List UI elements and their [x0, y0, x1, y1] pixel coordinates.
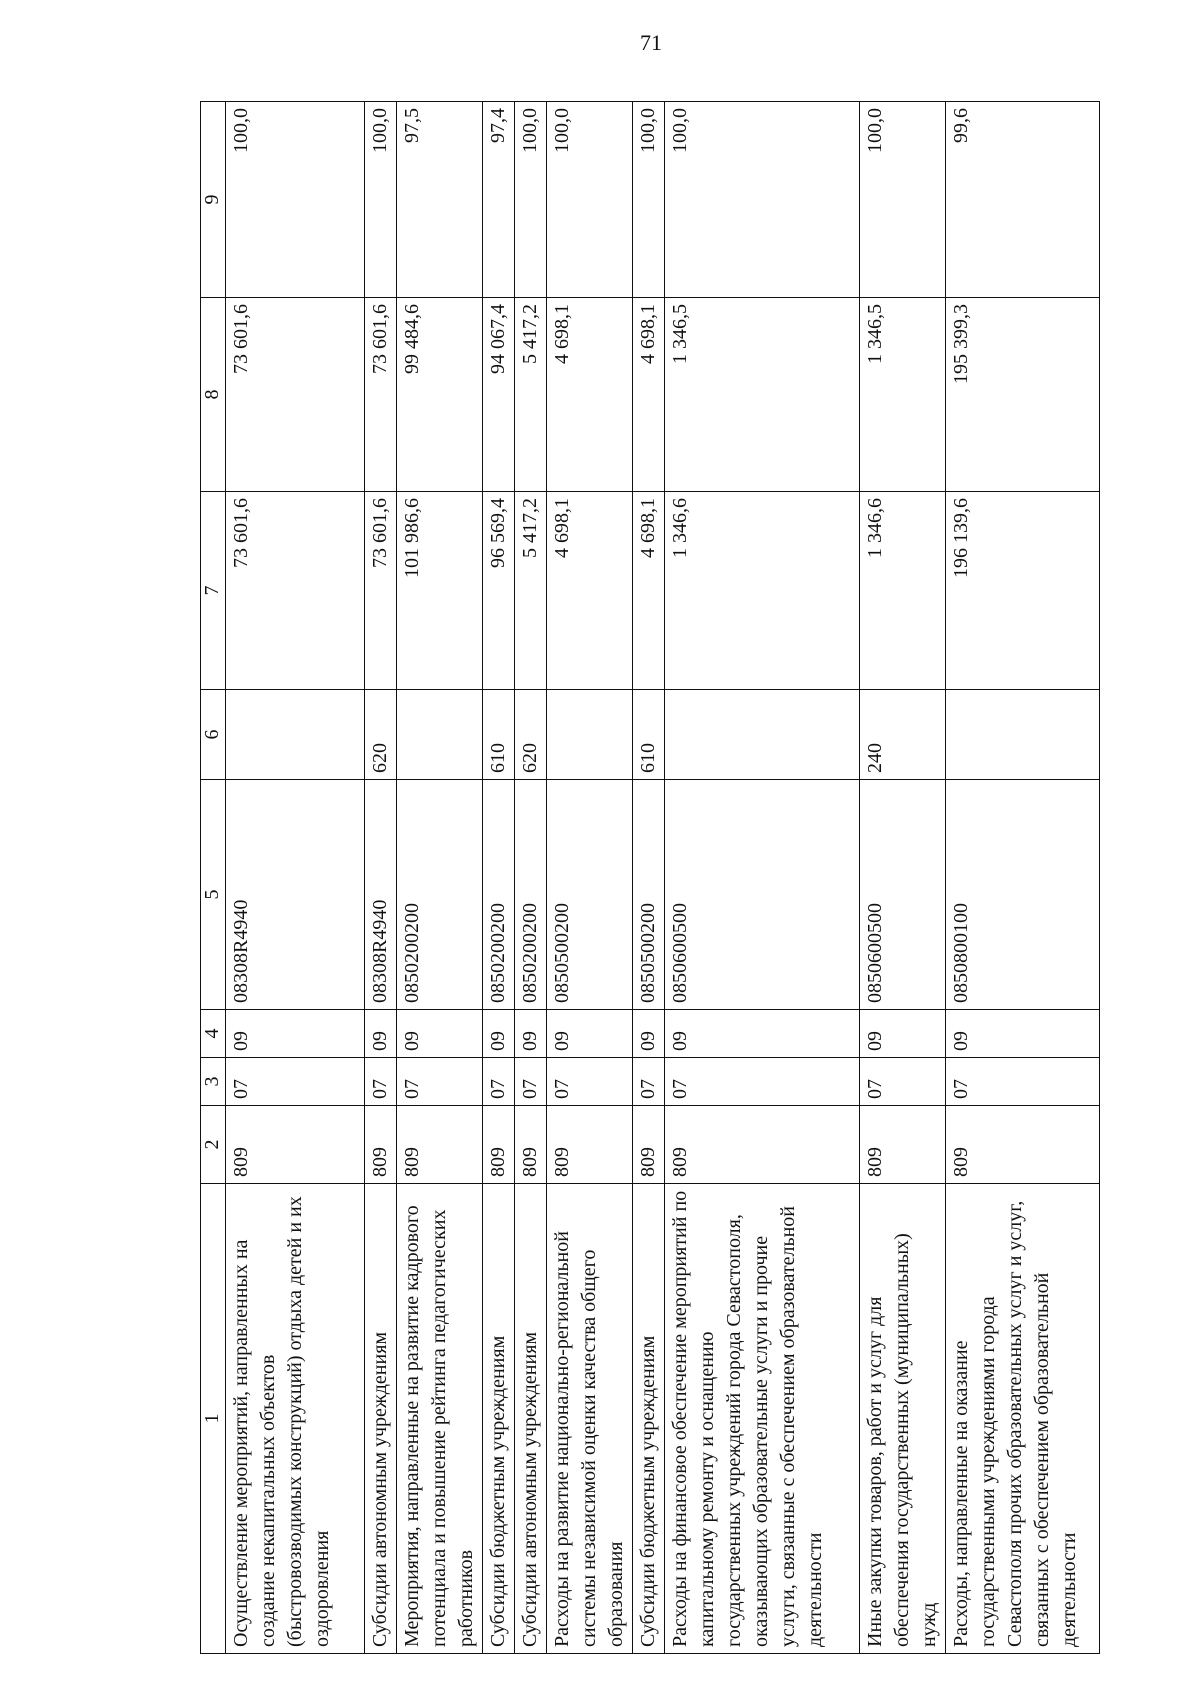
- section-code: 07: [226, 1058, 365, 1106]
- expense-type-code: [665, 690, 860, 780]
- table-row: [515, 102, 547, 1654]
- row-description: Осуществление мероприятий, направленных на создание некапитальных объектов (быстровозводимых конструкций) отдыха детей и их оздоровления: [226, 1184, 365, 1654]
- executed-amount: 195 399,3: [946, 298, 1100, 492]
- header-col-2: 2: [201, 1106, 226, 1184]
- subsection-code: 09: [226, 1010, 365, 1058]
- subsection-code: 09: [483, 1010, 515, 1058]
- header-col-4: 4: [201, 1010, 226, 1058]
- row-description: Субсидии автономным учреждениям: [515, 1184, 547, 1654]
- expense-type-code: 610: [483, 690, 515, 780]
- table-row: [860, 102, 946, 1654]
- section-code: 07: [946, 1058, 1100, 1106]
- executed-amount: 5 417,2: [515, 298, 547, 492]
- target-article-code: 0850200200: [483, 780, 515, 1010]
- row-description: Расходы, направленные на оказание государственными учреждениями города Севастополя прочих образовательных услуг и услуг, связанных с обеспечением образовательной деятельности: [946, 1184, 1100, 1654]
- header-col-3: 3: [201, 1058, 226, 1106]
- table-row: [365, 102, 397, 1654]
- ministry-code: 809: [483, 1106, 515, 1184]
- ministry-code: 809: [860, 1106, 946, 1184]
- execution-percent: 100,0: [365, 102, 397, 298]
- target-article-code: 0850500200: [633, 780, 665, 1010]
- subsection-code: 09: [665, 1010, 860, 1058]
- target-article-code: 08308R4940: [365, 780, 397, 1010]
- expense-type-code: 610: [633, 690, 665, 780]
- target-article-code: 0850600500: [665, 780, 860, 1010]
- row-description: Иные закупки товаров, работ и услуг для обеспечения государственных (муниципальных) нужд: [860, 1184, 946, 1654]
- planned-amount: 101 986,6: [397, 492, 483, 690]
- executed-amount: 73 601,6: [365, 298, 397, 492]
- row-description: Субсидии бюджетным учреждениям: [483, 1184, 515, 1654]
- executed-amount: 73 601,6: [226, 298, 365, 492]
- planned-amount: 73 601,6: [365, 492, 397, 690]
- budget-table: [200, 101, 1100, 1654]
- planned-amount: 1 346,6: [860, 492, 946, 690]
- header-col-8: 8: [201, 298, 226, 492]
- table-row: [633, 102, 665, 1654]
- expense-type-code: 240: [860, 690, 946, 780]
- execution-percent: 100,0: [515, 102, 547, 298]
- header-col-9: 9: [201, 102, 226, 298]
- section-code: 07: [483, 1058, 515, 1106]
- expense-type-code: [226, 690, 365, 780]
- execution-percent: 100,0: [665, 102, 860, 298]
- table-row: [397, 102, 483, 1654]
- subsection-code: 09: [946, 1010, 1100, 1058]
- expense-type-code: [946, 690, 1100, 780]
- execution-percent: 99,6: [946, 102, 1100, 298]
- header-row: [201, 102, 226, 1654]
- executed-amount: 99 484,6: [397, 298, 483, 492]
- table-row: [946, 102, 1100, 1654]
- section-code: 07: [365, 1058, 397, 1106]
- table-row: [665, 102, 860, 1654]
- execution-percent: 100,0: [633, 102, 665, 298]
- header-col-6: 6: [201, 690, 226, 780]
- budget-table-rotated: [200, 102, 1100, 1654]
- ministry-code: 809: [515, 1106, 547, 1184]
- section-code: 07: [547, 1058, 633, 1106]
- row-description: Субсидии бюджетным учреждениям: [633, 1184, 665, 1654]
- execution-percent: 100,0: [860, 102, 946, 298]
- execution-percent: 100,0: [547, 102, 633, 298]
- subsection-code: 09: [860, 1010, 946, 1058]
- execution-percent: 97,4: [483, 102, 515, 298]
- execution-percent: 97,5: [397, 102, 483, 298]
- expense-type-code: [397, 690, 483, 780]
- section-code: 07: [860, 1058, 946, 1106]
- planned-amount: 4 698,1: [547, 492, 633, 690]
- header-col-5: 5: [201, 780, 226, 1010]
- subsection-code: 09: [633, 1010, 665, 1058]
- subsection-code: 09: [547, 1010, 633, 1058]
- target-article-code: 0850500200: [547, 780, 633, 1010]
- planned-amount: 73 601,6: [226, 492, 365, 690]
- section-code: 07: [515, 1058, 547, 1106]
- executed-amount: 4 698,1: [547, 298, 633, 492]
- target-article-code: 0850800100: [946, 780, 1100, 1010]
- section-code: 07: [665, 1058, 860, 1106]
- executed-amount: 94 067,4: [483, 298, 515, 492]
- section-code: 07: [397, 1058, 483, 1106]
- ministry-code: 809: [547, 1106, 633, 1184]
- ministry-code: 809: [226, 1106, 365, 1184]
- target-article-code: 0850200200: [397, 780, 483, 1010]
- expense-type-code: 620: [515, 690, 547, 780]
- planned-amount: 4 698,1: [633, 492, 665, 690]
- subsection-code: 09: [365, 1010, 397, 1058]
- target-article-code: 0850200200: [515, 780, 547, 1010]
- header-col-7: 7: [201, 492, 226, 690]
- target-article-code: 08308R4940: [226, 780, 365, 1010]
- subsection-code: 09: [515, 1010, 547, 1058]
- table-row: [483, 102, 515, 1654]
- ministry-code: 809: [665, 1106, 860, 1184]
- planned-amount: 1 346,6: [665, 492, 860, 690]
- executed-amount: 1 346,5: [665, 298, 860, 492]
- ministry-code: 809: [633, 1106, 665, 1184]
- row-description: Мероприятия, направленные на развитие кадрового потенциала и повышение рейтинга педагогических работников: [397, 1184, 483, 1654]
- page-number: 71: [640, 30, 662, 55]
- section-code: 07: [633, 1058, 665, 1106]
- executed-amount: 4 698,1: [633, 298, 665, 492]
- ministry-code: 809: [365, 1106, 397, 1184]
- target-article-code: 0850600500: [860, 780, 946, 1010]
- execution-percent: 100,0: [226, 102, 365, 298]
- header-col-1: 1: [201, 1184, 226, 1654]
- row-description: Расходы на развитие национально-региональной системы независимой оценки качества общего образования: [547, 1184, 633, 1654]
- ministry-code: 809: [397, 1106, 483, 1184]
- table-row: [547, 102, 633, 1654]
- row-description: Субсидии автономным учреждениям: [365, 1184, 397, 1654]
- expense-type-code: [547, 690, 633, 780]
- executed-amount: 1 346,5: [860, 298, 946, 492]
- planned-amount: 96 569,4: [483, 492, 515, 690]
- table-row: [226, 102, 365, 1654]
- expense-type-code: 620: [365, 690, 397, 780]
- ministry-code: 809: [946, 1106, 1100, 1184]
- row-description: Расходы на финансовое обеспечение мероприятий по капитальному ремонту и оснащению государственных учреждений города Севастополя, оказывающих образовательные услуги и прочие услуги, связанные с обеспечением образовательной деятельности: [665, 1184, 860, 1654]
- planned-amount: 5 417,2: [515, 492, 547, 690]
- subsection-code: 09: [397, 1010, 483, 1058]
- planned-amount: 196 139,6: [946, 492, 1100, 690]
